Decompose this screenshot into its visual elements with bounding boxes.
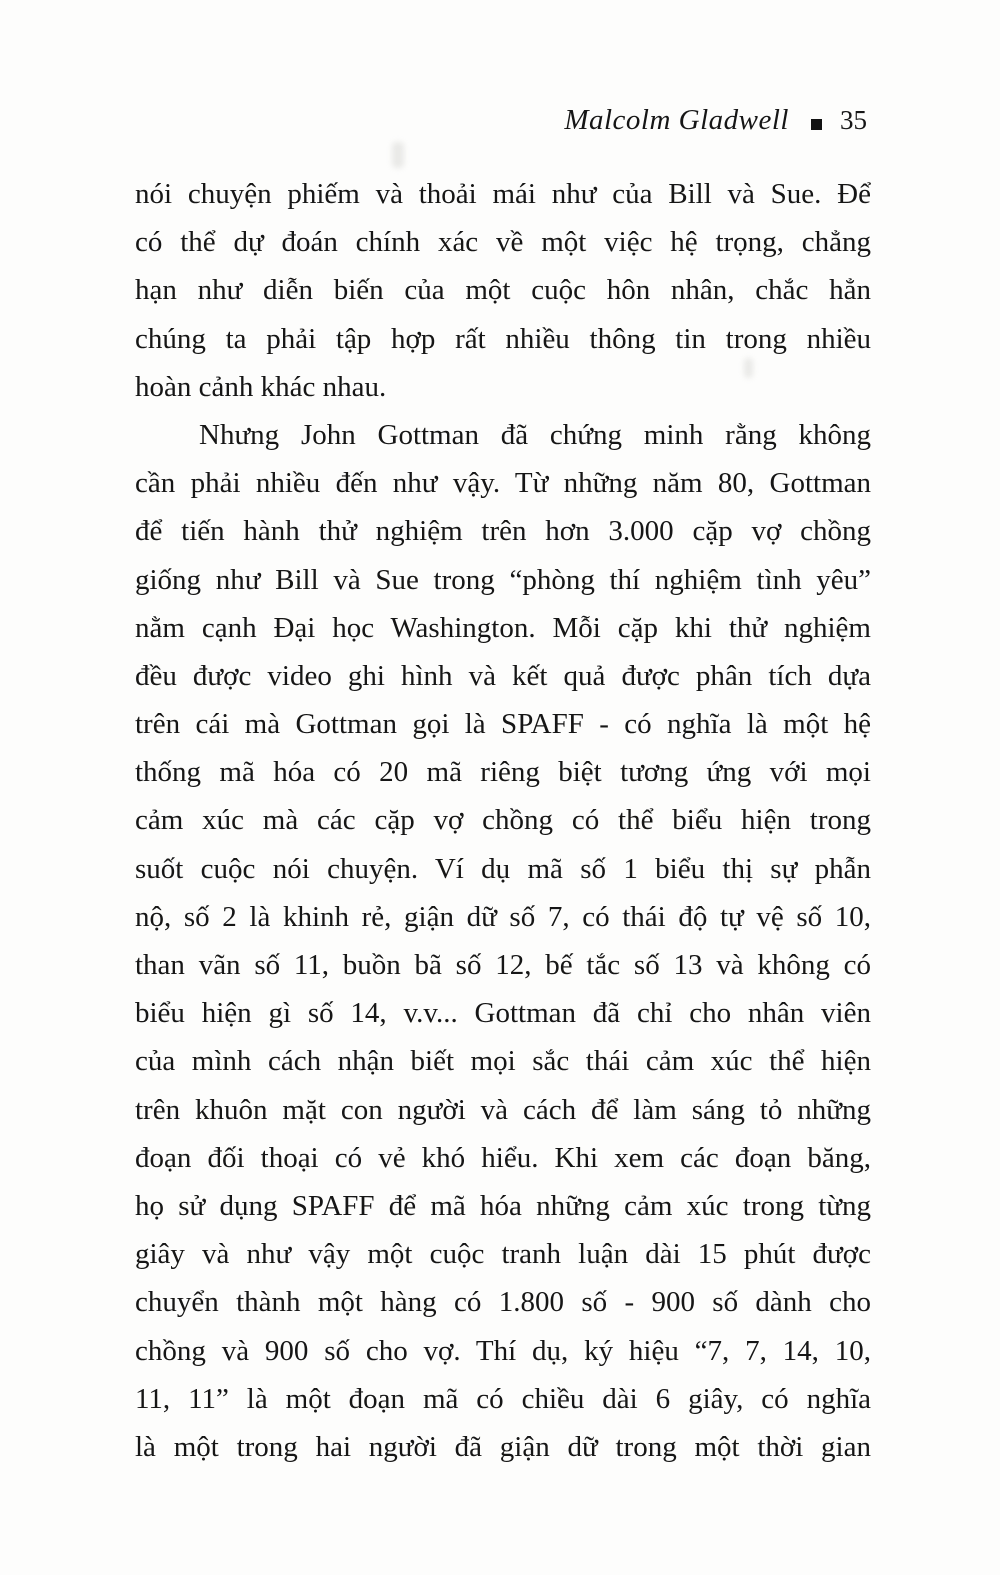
text-line: nộ, số 2 là khinh rẻ, giận dữ số 7, có thái độ tự vệ số 10, [135,900,871,933]
page-number: 35 [840,105,867,135]
text-line: chúng ta phải tập hợp rất nhiều thông tin trong nhiều [135,322,871,355]
text-line: đều được video ghi hình và kết quả được phân tích dựa [135,659,871,692]
text-line: nằm cạnh Đại học Washington. Mỗi cặp khi thử nghiệm [135,611,871,644]
text-line: cần phải nhiều đến như vậy. Từ những năm 80, Gottman [135,467,871,500]
text-line: cảm xúc mà các cặp vợ chồng có thể biểu hiện trong [135,804,871,837]
header-author: Malcolm Gladwell [564,104,789,136]
scan-smudge [392,142,404,168]
text-line: của mình cách nhận biết mọi sắc thái cảm xúc thể hiện [135,1045,871,1078]
text-line: thống mã hóa có 20 mã riêng biệt tương ứng với mọi [135,756,871,789]
text-line: giống như Bill và Sue trong “phòng thí nghiệm tình yêu” [135,563,871,596]
page-body-text [135,170,871,1471]
text-line: biểu hiện gì số 14, v.v... Gottman đã chỉ cho nhân viên [135,997,871,1030]
text-line: Nhưng John Gottman đã chứng minh rằng không [199,418,871,451]
text-line: suốt cuộc nói chuyện. Ví dụ mã số 1 biểu thị sự phẫn [135,852,871,885]
text-line: hoàn cảnh khác nhau. [135,370,387,403]
text-line: hạn như diễn biến của một cuộc hôn nhân, chắc hẳn [135,274,871,307]
text-line: trên cái mà Gottman gọi là SPAFF - có nghĩa là một hệ [135,708,871,741]
square-bullet-icon [811,119,822,130]
text-line: là một trong hai người đã giận dữ trong một thời gian [135,1430,871,1463]
text-line: chuyển thành một hàng có 1.800 số - 900 số dành cho [135,1286,871,1319]
text-line: chồng và 900 số cho vợ. Thí dụ, ký hiệu “7, 7, 14, 10, [135,1334,871,1367]
text-line: để tiến hành thử nghiệm trên hơn 3.000 cặp vợ chồng [135,515,871,548]
text-line: trên khuôn mặt con người và cách để làm sáng tỏ những [135,1093,871,1126]
text-line: có thể dự đoán chính xác về một việc hệ trọng, chẳng [135,226,871,259]
text-line: than vãn số 11, buồn bã số 12, bế tắc số 13 và không có [135,949,871,981]
text-line: nói chuyện phiếm và thoải mái như của Bill và Sue. Để [135,178,871,210]
text-line: họ sử dụng SPAFF để mã hóa những cảm xúc trong từng [135,1189,871,1222]
running-header [0,104,867,137]
text-line: giây và như vậy một cuộc tranh luận dài 15 phút được [135,1238,871,1271]
text-line: 11, 11” là một đoạn mã có chiều dài 6 giây, có nghĩa [135,1382,871,1415]
text-line: đoạn đối thoại có vẻ khó hiểu. Khi xem các đoạn băng, [135,1141,871,1174]
